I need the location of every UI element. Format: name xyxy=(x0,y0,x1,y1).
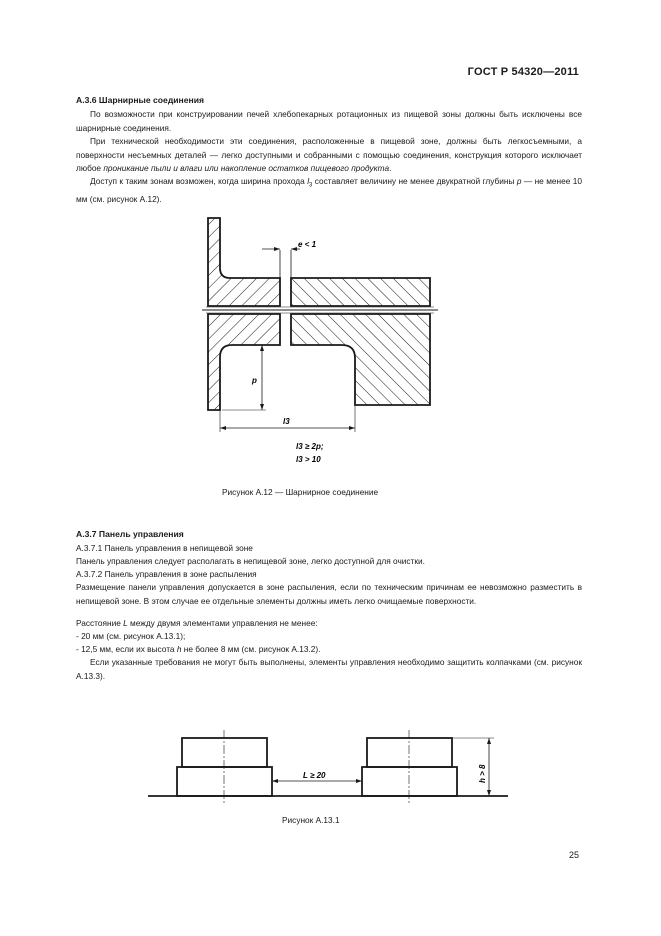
dist-text-a: Расстояние xyxy=(76,618,124,628)
distance-label: L ≥ 20 xyxy=(303,771,326,780)
depth-label: p xyxy=(252,376,257,385)
subsection-a372-title: А.3.7.2 Панель управления в зоне распыления xyxy=(76,569,257,579)
figure-a12-hinge-joint xyxy=(195,210,455,480)
paragraph-access xyxy=(76,175,582,207)
left-part-upper xyxy=(208,218,280,306)
control-left-top xyxy=(182,738,267,767)
height-label: h > 8 xyxy=(478,764,487,783)
right-part-lower xyxy=(291,314,430,405)
p3-subscript: 3 xyxy=(309,182,313,189)
paragraph-hinges-excluded: По возможности при конструировании печей хлебопекарных ротационных из пищевой зоны должны быть исключены все шарнирные соединения. xyxy=(76,109,582,133)
p3-text-b: составляет величину не менее двукратной глубины xyxy=(312,176,517,186)
left-part-lower xyxy=(208,314,280,410)
paragraph-protection: Если указанные требования не могут быть выполнены, элементы управления необходимо защитить колпачками (см. рисунок А.13.3). xyxy=(76,657,582,681)
p2-text-c: . xyxy=(389,163,392,174)
paragraph-technical-necessity xyxy=(76,135,582,176)
figure-a131-caption: Рисунок А.13.1 xyxy=(282,815,340,825)
width-arrowhead-left xyxy=(220,426,226,430)
p3-symbol-l: l xyxy=(307,176,310,186)
width-arrowhead-right xyxy=(349,426,355,430)
subsection-a371-title: А.3.7.1 Панель управления в непищевой зоне xyxy=(76,543,253,553)
control-left-base xyxy=(177,767,272,796)
p3-text-c: — не менее 10 мм (см. рисунок А.12). xyxy=(76,176,582,205)
control-right-base xyxy=(362,767,457,796)
height-arrowhead-top xyxy=(487,738,491,744)
p2-italic: проникание пыли и влаги или накопление остатков пищевого продукта xyxy=(103,163,390,174)
figure-a12-caption: Рисунок А.12 — Шарнирное соединение xyxy=(222,487,379,497)
gap-arrowhead-left xyxy=(274,247,280,251)
item2-text-b: не более 8 мм (см. рисунок А.13.2). xyxy=(181,644,321,654)
page-number: 25 xyxy=(569,850,580,860)
gap-arrowhead-right xyxy=(291,247,297,251)
p3-symbol-p: p xyxy=(516,176,522,186)
figure-a131-control-spacing xyxy=(145,725,515,805)
subsection-a372-text: Размещение панели управления допускается в зоне распыления, если по техническим причинам ее невозможно разместить в непищевой зоне. В этом случае ее отдельные элементы должны иметь легко очищаемые поверхности. xyxy=(76,582,582,606)
item2-symbol-h: h xyxy=(176,644,182,654)
list-item-1: - 20 мм (см. рисунок А.13.1); xyxy=(76,631,186,641)
item2-text-a: - 12,5 мм, если их высота xyxy=(76,644,177,654)
condition-2: l3 > 10 xyxy=(296,455,321,464)
dist-text-b: между двумя элементами управления не менее: xyxy=(127,618,318,628)
depth-arrowhead-bottom xyxy=(260,404,264,410)
p2-text-a: При технической необходимости эти соединения, расположенные в пищевой зоне, должны быть легкосъемными, а поверхности несъемных деталей — легко доступными и собранными с помощью соединения, конструкция которого исключает любое xyxy=(76,136,582,174)
p3-text-a: Доступ к таким зонам возможен, когда ширина прохода xyxy=(90,176,308,186)
control-right-top xyxy=(367,738,452,767)
gap-label: e < 1 xyxy=(298,240,317,249)
condition-1: l3 ≥ 2p; xyxy=(296,442,324,451)
right-part-upper xyxy=(291,278,430,306)
paragraph-distance xyxy=(76,617,582,631)
section-heading-a37: А.3.7 Панель управления xyxy=(76,529,184,539)
standard-number: ГОСТ Р 54320—2011 xyxy=(467,66,579,78)
dist-symbol-L: L xyxy=(123,618,128,628)
section-heading-a36: А.3.6 Шарнирные соединения xyxy=(76,95,205,105)
list-item-2 xyxy=(76,643,582,657)
width-label: l3 xyxy=(283,417,290,426)
subsection-a371-text: Панель управления следует располагать в непищевой зоне, легко доступной для очистки. xyxy=(76,556,425,566)
